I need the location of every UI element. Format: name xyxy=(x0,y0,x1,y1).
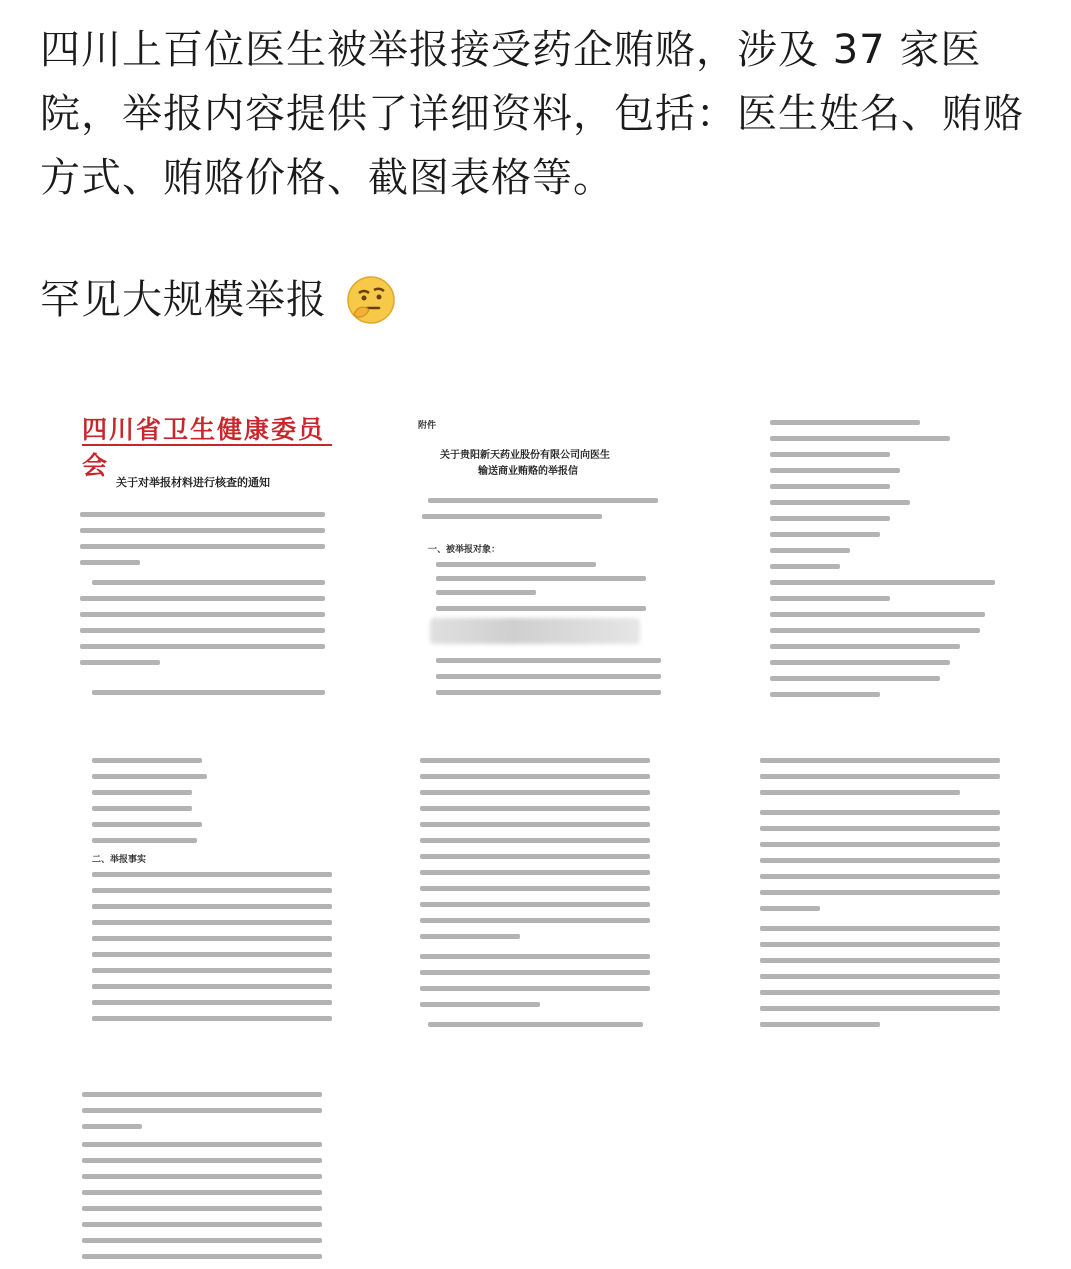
thinking-face-icon xyxy=(345,274,397,326)
text-line xyxy=(760,890,1000,895)
text-line xyxy=(770,516,890,521)
text-line xyxy=(420,970,650,975)
notice-header: 四川省卫生健康委员会 xyxy=(82,415,326,480)
text-line xyxy=(436,690,661,695)
text-line xyxy=(92,904,332,909)
text-line xyxy=(770,612,985,617)
text-line xyxy=(82,1092,322,1097)
text-line xyxy=(92,968,332,973)
red-divider xyxy=(82,444,332,446)
text-line xyxy=(760,842,1000,847)
report-page-4[interactable] xyxy=(40,1080,360,1269)
text-line xyxy=(420,934,520,939)
text-line xyxy=(770,660,950,665)
text-line xyxy=(436,606,646,611)
text-line xyxy=(92,806,192,811)
text-line xyxy=(760,826,1000,831)
text-line xyxy=(92,822,202,827)
text-line xyxy=(770,644,960,649)
section-one-label: 一、被举报对象： xyxy=(428,545,501,555)
text-line xyxy=(420,1002,540,1007)
text-line xyxy=(428,1022,643,1027)
text-line xyxy=(770,484,890,489)
report-page-3[interactable] xyxy=(740,740,1030,1040)
text-line xyxy=(436,562,596,567)
text-line xyxy=(82,1108,322,1113)
text-line xyxy=(420,774,650,779)
text-line xyxy=(92,920,332,925)
text-line xyxy=(760,810,1000,815)
text-line xyxy=(82,1124,142,1129)
text-line xyxy=(760,1022,880,1027)
report-title-line2: 输送商业贿赂的举报信 xyxy=(478,466,578,477)
post-tagline xyxy=(40,268,397,332)
text-line xyxy=(760,990,1000,995)
text-line xyxy=(92,790,192,795)
text-line xyxy=(420,986,650,991)
text-line xyxy=(92,984,332,989)
text-line xyxy=(420,838,650,843)
text-line xyxy=(760,758,1000,763)
document-images-grid xyxy=(0,390,1071,1269)
text-line xyxy=(770,468,900,473)
report-title-line1: 关于贵阳新天药业股份有限公司向医生 xyxy=(440,450,610,461)
text-line xyxy=(92,872,332,877)
text-line xyxy=(82,1174,322,1179)
text-line xyxy=(770,452,890,457)
text-line xyxy=(422,514,602,519)
text-line xyxy=(420,758,650,763)
text-line xyxy=(80,596,325,601)
text-line xyxy=(80,512,325,517)
text-line xyxy=(760,942,1000,947)
text-line xyxy=(760,790,960,795)
text-line xyxy=(770,596,890,601)
report-page-2[interactable] xyxy=(400,740,680,1040)
text-line xyxy=(92,1000,332,1005)
text-line xyxy=(82,1254,322,1259)
text-line xyxy=(80,544,325,549)
text-line xyxy=(760,958,1000,963)
text-line xyxy=(420,954,650,959)
section-two-label: 二、举报事实 xyxy=(92,855,147,865)
text-line xyxy=(82,1206,322,1211)
text-line xyxy=(770,564,840,569)
text-line xyxy=(770,420,920,425)
text-line xyxy=(420,822,650,827)
text-line xyxy=(92,952,332,957)
notice-page-1[interactable] xyxy=(40,390,360,720)
text-line xyxy=(420,918,650,923)
text-line xyxy=(92,690,325,695)
text-line xyxy=(770,532,880,537)
text-line xyxy=(420,902,650,907)
text-line xyxy=(770,692,880,697)
text-line xyxy=(92,1016,332,1021)
text-line xyxy=(80,660,160,665)
text-line xyxy=(428,498,658,503)
notice-page-2[interactable] xyxy=(40,740,360,1040)
text-line xyxy=(760,858,1000,863)
text-line xyxy=(760,974,1000,979)
text-line xyxy=(92,758,202,763)
text-line xyxy=(770,548,850,553)
text-line xyxy=(420,886,650,891)
text-line xyxy=(436,658,661,663)
text-line xyxy=(436,674,661,679)
text-line xyxy=(82,1222,322,1227)
text-line xyxy=(80,644,325,649)
text-line xyxy=(92,838,197,843)
text-line xyxy=(92,888,332,893)
text-line xyxy=(92,774,207,779)
report-page-1[interactable] xyxy=(400,390,680,720)
text-line xyxy=(770,628,980,633)
text-line xyxy=(82,1142,322,1147)
text-line xyxy=(760,906,820,911)
text-line xyxy=(436,590,536,595)
text-line xyxy=(82,1238,322,1243)
text-line xyxy=(770,500,910,505)
text-line xyxy=(420,870,650,875)
post-text: 四川上百位医生被举报接受药企贿赂，涉及 37 家医院，举报内容提供了详细资料，包括：医生姓名、贿赂方式、贿赂价格、截图表格等。 xyxy=(40,27,1024,201)
text-line xyxy=(770,676,940,681)
text-line xyxy=(420,854,650,859)
text-line xyxy=(92,936,332,941)
text-line xyxy=(82,1190,322,1195)
text-line xyxy=(770,436,950,441)
text-line xyxy=(770,580,995,585)
text-line xyxy=(420,790,650,795)
list-page-1[interactable] xyxy=(740,390,1030,720)
text-line xyxy=(760,926,1000,931)
text-line xyxy=(420,806,650,811)
attachment-label: 附件 xyxy=(418,421,437,431)
text-line xyxy=(92,580,325,585)
text-line xyxy=(760,774,1000,779)
text-line xyxy=(82,1158,322,1163)
text-line xyxy=(760,1006,1000,1011)
text-line xyxy=(760,874,1000,879)
notice-title: 关于对举报材料进行核查的通知 xyxy=(116,476,270,489)
text-line xyxy=(80,612,325,617)
text-line xyxy=(80,528,325,533)
text-line xyxy=(80,628,325,633)
text-line xyxy=(80,560,140,565)
tagline-text: 罕见大规模举报 xyxy=(40,277,327,323)
redacted-area xyxy=(430,618,640,644)
text-line xyxy=(436,576,646,581)
